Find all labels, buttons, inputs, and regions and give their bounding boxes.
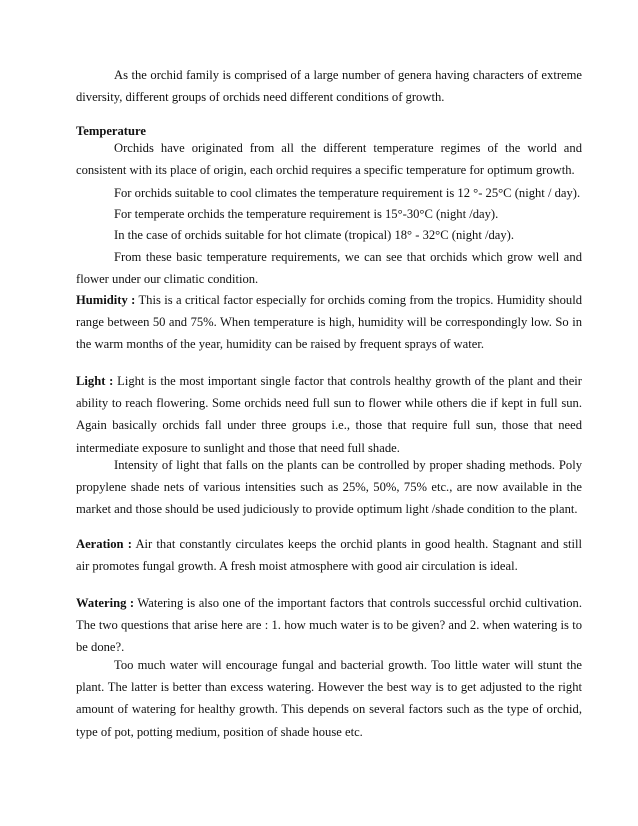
temperature-paragraph-5: From these basic temperature requirements, we can see that orchids which grow well and flower under our climatic condition. <box>76 250 582 287</box>
humidity-text: This is a critical factor especially for orchids coming from the tropics. Humidity should range between 50 and 75%. When temperature is high, humidity will be correspondingly low. So in the warm months of the year, humidity can be raised by frequent sprays of water. <box>76 293 582 352</box>
aeration-paragraph <box>76 533 582 577</box>
humidity-paragraph <box>76 289 582 356</box>
light-paragraph <box>76 370 582 459</box>
watering-paragraph-2: Too much water will encourage fungal and bacterial growth. Too little water will stunt the plant. The latter is better than excess watering. However the best way is to get adjusted to the right amount of watering for healthy growth. This depends on several factors such as the type of orchid, type of pot, potting medium, position of shade house etc. <box>76 658 582 739</box>
temperature-paragraph-1: Orchids have originated from all the different temperature regimes of the world and consistent with its place of origin, each orchid requires a specific temperature for optimum growth. <box>76 141 582 178</box>
aeration-text: Air that constantly circulates keeps the orchid plants in good health. Stagnant and still air promotes fungal growth. A fresh moist atmosphere with good air circulation is ideal. <box>76 537 582 574</box>
temperature-paragraph-3: For temperate orchids the temperature requirement is 15°-30°C (night /day). <box>114 207 499 221</box>
light-label: Light : <box>76 374 114 388</box>
humidity-label: Humidity : <box>76 293 136 307</box>
watering-paragraph <box>76 592 582 659</box>
light-paragraph-2: Intensity of light that falls on the plants can be controlled by proper shading methods. Poly propylene shade nets of various intensities such as 25%, 50%, 75% etc., are now available in the market and those should be used judiciously to provide optimum light /shade condition to the plant. <box>76 458 582 517</box>
temperature-heading: Temperature <box>76 124 146 138</box>
aeration-label: Aeration : <box>76 537 132 551</box>
light-text: Light is the most important single factor that controls healthy growth of the plant and their ability to reach flowering. Some orchids need full sun to flower while others die if kept in full sun. Again basically orchids fall under three groups i.e., those that require full sun, those that need intermediate exposure to sunlight and those that need full shade. <box>76 374 582 455</box>
intro-paragraph: As the orchid family is comprised of a large number of genera having characters of extreme diversity, different groups of orchids need different conditions of growth. <box>76 68 582 105</box>
temperature-paragraph-4: In the case of orchids suitable for hot climate (tropical) 18° - 32°C (night /day). <box>114 228 515 242</box>
watering-label: Watering : <box>76 596 135 610</box>
watering-text: Watering is also one of the important factors that controls successful orchid cultivation. The two questions that arise here are : 1. how much water is to be given? and 2. when watering is to be done?. <box>76 596 582 655</box>
temperature-paragraph-2: For orchids suitable to cool climates the temperature requirement is 12 °- 25°C (night / day). <box>114 186 581 200</box>
